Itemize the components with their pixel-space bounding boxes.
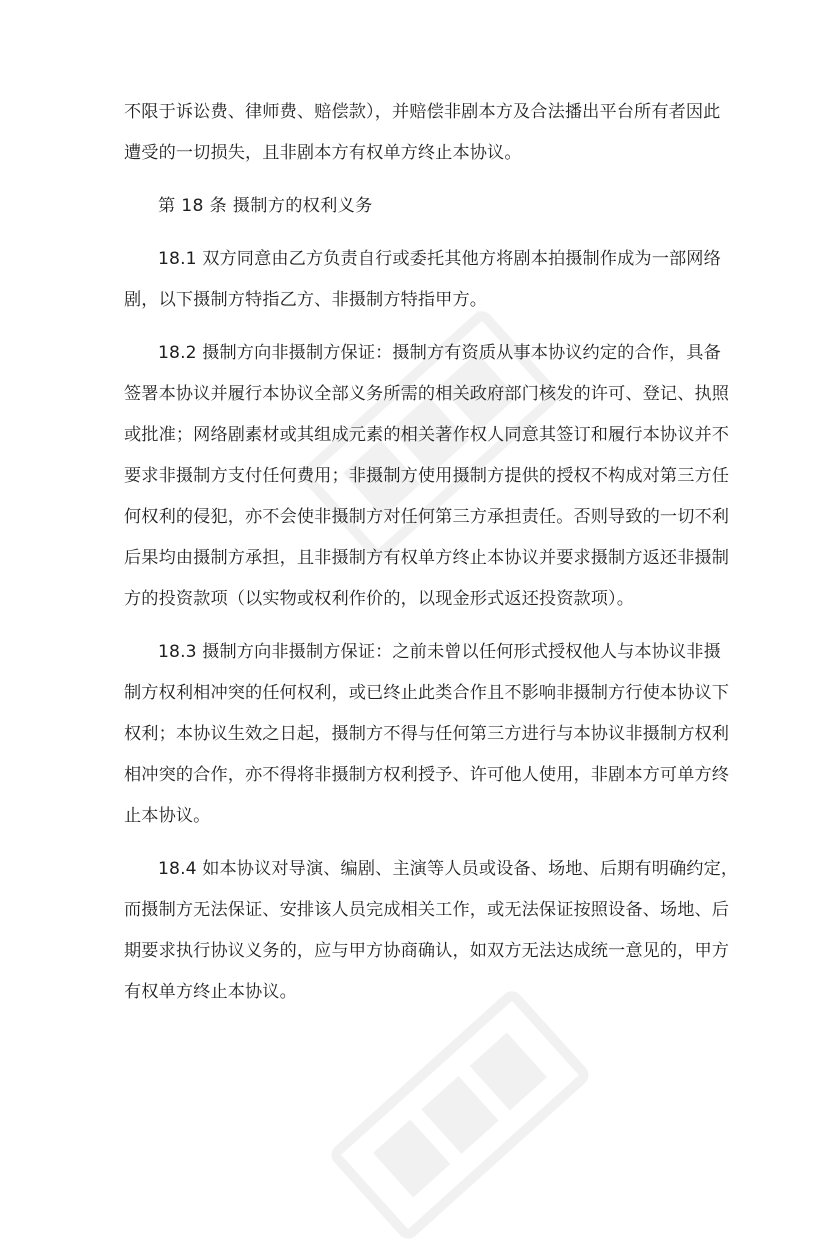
clause-18-2 <box>124 333 730 620</box>
text-line: 18.2 摄制方向非摄制方保证：摄制方有资质从事本协议约定的合作，具备 <box>158 343 721 363</box>
text-line: 遭受的一切损失，且非剧本方有权单方终止本协议。 <box>124 143 522 163</box>
document-body <box>124 92 739 1013</box>
article-heading <box>124 186 710 227</box>
text-line: 方的投资款项（以实物或权利作价的，以现金形式返还投资款项）。 <box>124 589 635 609</box>
text-line: 18.3 摄制方向非摄制方保证：之前未曾以任何形式授权他人与本协议非摄 <box>158 642 721 662</box>
text-line: 签署本协议并履行本协议全部义务所需的相关政府部门核发的许可、登记、执照 <box>124 384 730 404</box>
text-line: 或批准；网络剧素材或其组成元素的相关著作权人同意其签订和履行本协议并不 <box>124 425 730 445</box>
text-line: 剧，以下摄制方特指乙方、非摄制方特指甲方。 <box>124 290 488 310</box>
watermark-icon <box>313 972 607 1257</box>
text-line: 不限于诉讼费、律师费、赔偿款），并赔偿非剧本方及合法播出平台所有者因此 <box>124 102 721 122</box>
text-line: 18.4 如本协议对导演、编剧、主演等人员或设备、场地、后期有明确约定， <box>158 859 739 879</box>
clause-18-4 <box>124 849 739 1013</box>
text-line: 止本协议。 <box>124 806 211 826</box>
article-title: 第 18 条 摄制方的权利义务 <box>158 196 373 216</box>
text-line: 18.1 双方同意由乙方负责自行或委托其他方将剧本拍摄制作成为一部网络 <box>158 249 721 269</box>
text-line: 期要求执行协议义务的，应与甲方协商确认，如双方无法达成统一意见的，甲方 <box>124 941 730 961</box>
text-line: 有权单方终止本协议。 <box>124 982 297 1002</box>
paragraph-continuation <box>124 92 721 174</box>
text-line: 要求非摄制方支付任何费用；非摄制方使用摄制方提供的授权不构成对第三方任 <box>124 466 730 486</box>
clause-18-1 <box>124 239 721 321</box>
text-line: 权利；本协议生效之日起，摄制方不得与任何第三方进行与本协议非摄制方权利 <box>124 724 730 744</box>
text-line: 而摄制方无法保证、安排该人员完成相关工作，或无法保证按照设备、场地、后 <box>124 900 730 920</box>
text-line: 制方权利相冲突的任何权利，或已终止此类合作且不影响非摄制方行使本协议下 <box>124 683 730 703</box>
text-line: 何权利的侵犯，亦不会使非摄制方对任何第三方承担责任。否则导致的一切不利 <box>124 507 730 527</box>
text-line: 相冲突的合作，亦不得将非摄制方权利授予、许可他人使用，非剧本方可单方终 <box>124 765 730 785</box>
clause-18-3 <box>124 632 730 837</box>
text-line: 后果均由摄制方承担，且非摄制方有权单方终止本协议并要求摄制方返还非摄制 <box>124 548 730 568</box>
